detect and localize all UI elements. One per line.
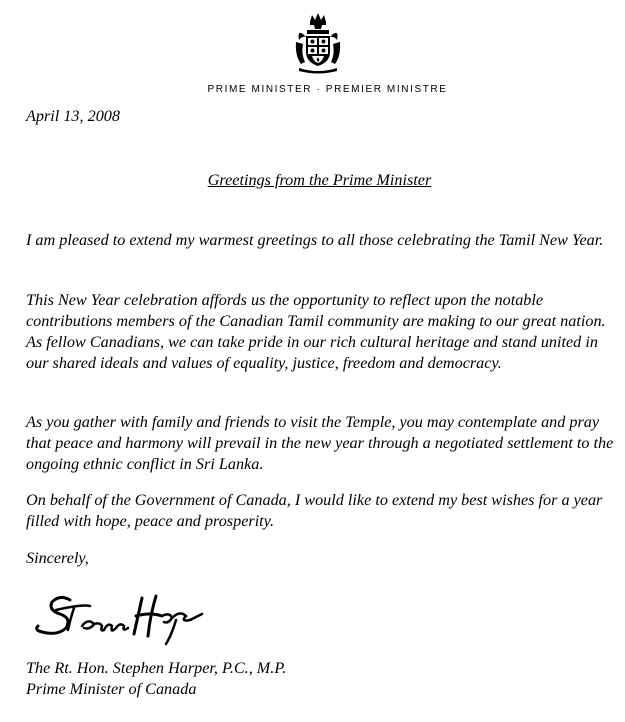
coat-of-arms-icon — [293, 12, 343, 76]
letter-heading: Greetings from the Prime Minister — [207, 171, 432, 189]
signer-title: Prime Minister of Canada — [26, 680, 197, 698]
letter-paragraph: This New Year celebration affords us the opportunity to reflect upon the notable contributions members of the Canadian Tamil community are making to our great nation. As fellow Canadians, we can take pride in our rich cultural heritage and stand united in our shared ideals and values of equality, justice, freedom and democracy. — [26, 291, 606, 372]
letter-paragraph: On behalf of the Government of Canada, I would like to extend my best wishes for a year filled with hope, peace and prosperity. — [26, 491, 603, 530]
letterhead-office-title: PRIME MINISTER · PREMIER MINISTRE — [207, 84, 448, 95]
signer-name: The Rt. Hon. Stephen Harper, P.C., M.P. — [26, 659, 287, 677]
letter-closing: Sincerely, — [26, 549, 89, 567]
letter-paragraph: I am pleased to extend my warmest greetings to all those celebrating the Tamil New Year. — [26, 231, 604, 249]
letter-paragraph: As you gather with family and friends to visit the Temple, you may contemplate and pray that peace and harmony will prevail in the new year through a negotiated settlement to the ongoing ethnic conflict in Sri Lanka. — [26, 413, 614, 473]
handwritten-signature — [30, 586, 206, 648]
letter-date: April 13, 2008 — [26, 107, 120, 125]
signer-block — [26, 658, 286, 700]
